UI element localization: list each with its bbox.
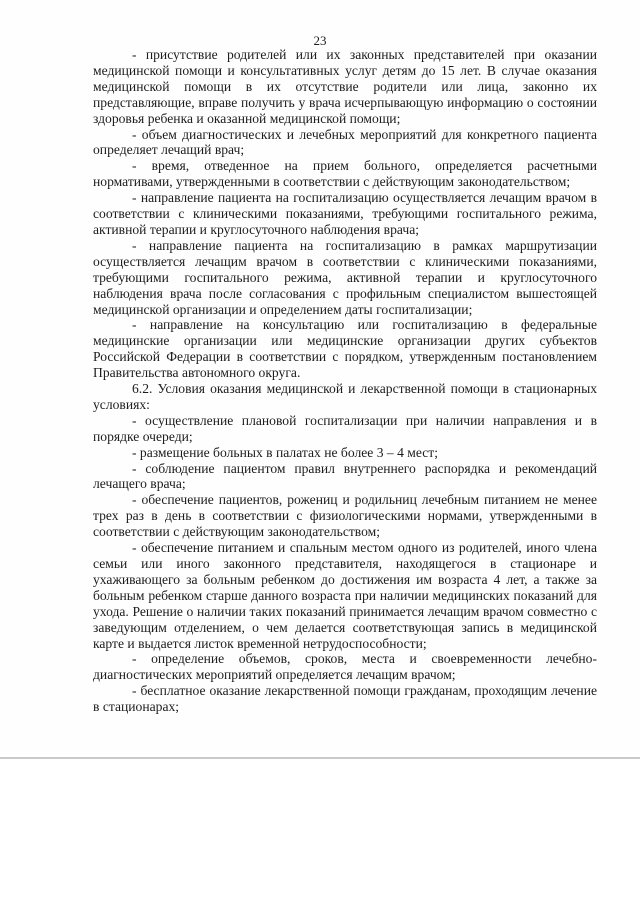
paragraph-planned-hospitalization: - осуществление плановой госпитализации при наличии направления и в порядке очереди; <box>93 412 597 444</box>
paragraph-appointment-time: - время, отведенное на прием больного, определяется расчетными нормативами, утвержденными в соответствии с действующим законодательством; <box>93 158 597 190</box>
paragraph-federal-referral: - направление на консультацию или госпитализацию в федеральные медицинские организации или медицинские организации других субъектов Российской Федерации в соответствии с порядком, утвержденным постановлением Правительства автономного округа. <box>93 317 597 381</box>
paragraph-ward-capacity: - размещение больных в палатах не более 3 – 4 мест; <box>132 444 439 460</box>
page-bottom-edge <box>0 757 640 759</box>
paragraph-hospital-referral: - направление пациента на госпитализацию осуществляется лечащим врачом в соответствии с клиническими показаниями, требующими госпитального режима, активной терапии и круглосуточного наблюдения врача; <box>93 190 597 237</box>
paragraph-internal-rules: - соблюдение пациентом правил внутреннего распорядка и рекомендаций лечащего врача; <box>93 460 597 492</box>
paragraph-parent-presence: - присутствие родителей или их законных представителей при оказании медицинской помощи и консультативных услуг детям до 15 лет. В случае оказания медицинской помощи в их отсутствие родители или лица, законно их представляющие, вправе получить у врача исчерпывающую информацию о состоянии здоровья ребенка и оказанной медицинской помощи; <box>93 47 597 126</box>
paragraph-diagnostic-scope: - объем диагностических и лечебных мероприятий для конкретного пациента определяет лечащий врач; <box>93 126 597 158</box>
paragraph-free-medication: - бесплатное оказание лекарственной помощи гражданам, проходящим лечение в стационарах; <box>93 683 597 715</box>
page-number: 23 <box>313 33 327 48</box>
paragraph-routing-referral: - направление пациента на госпитализацию в рамках маршрутизации осуществляется лечащим врачом в соответствии с клиническими показаниями, требующими госпитального режима, активной терапии и круглосуточного наблюдения врача после согласования с профильным специалистом вышестоящей медицинской организации и определением даты госпитализации; <box>93 237 597 317</box>
paragraph-treatment-scope: - определение объемов, сроков, места и своевременности лечебно-диагностических мероприятий определяется лечащим врачом; <box>93 651 597 683</box>
document-body <box>93 47 597 715</box>
paragraph-nutrition: - обеспечение пациентов, рожениц и родильниц лечебным питанием не менее трех раз в день в соответствии с физиологическими нормами, утвержденными в соответствии с действующим законодательством; <box>93 492 597 540</box>
paragraph-parent-accommodation: - обеспечение питанием и спальным местом одного из родителей, иного члена семьи или иного законного представителя, находящегося в стационаре и ухаживающего за больным ребенком до достижения им возраста 4 лет, а также за больным ребенком старше данного возраста при наличии медицинских показаний для ухода. Решение о наличии таких показаний принимается лечащим врачом совместно с заведующим отделением, о чем делается соответствующая запись в медицинской карте и выдается листок временной нетрудоспособности; <box>93 540 597 651</box>
section-heading-6-2: 6.2. Условия оказания медицинской и лекарственной помощи в стационарных условиях: <box>93 381 597 412</box>
